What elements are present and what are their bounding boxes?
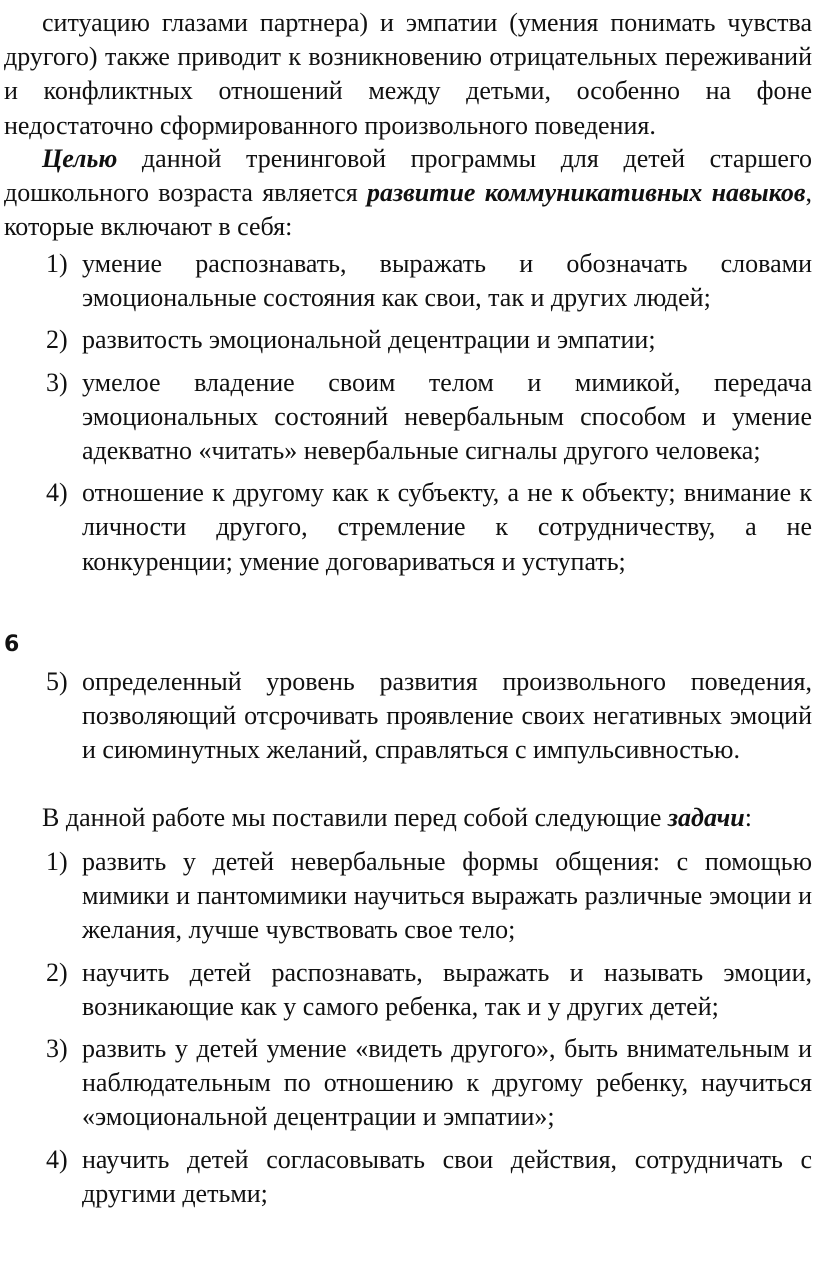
tasks-emphasis: задачи [667,803,745,832]
item-number: 3) [46,1034,68,1064]
item-text: развить у детей умение «видеть другого», быть внимательным и наблюдательным по отношению к другому ребенку, научиться «эмоциональной децентрации и эмпатии»; [82,1034,812,1132]
goal-text-2: , которые включают в себя: [4,178,812,242]
goal-emphasis: развитие коммуникативных навыков [367,178,806,208]
item-number: 4) [46,478,68,508]
tasks-paragraph [4,801,812,835]
item-number: 3) [46,367,68,397]
item-number: 2) [46,325,68,355]
item-number: 4) [46,1144,68,1174]
list-item [0,1143,812,1211]
item-number: 1) [46,847,68,876]
list-item [0,956,812,1024]
item-text: развитость эмоциональной децентрации и эмпатии; [82,325,656,355]
list-item [0,665,812,768]
tasks-text: В данной работе мы поставили перед собой следующие [42,803,668,832]
item-text: умелое владение своим телом и мимикой, передача эмоциональных состояний невербальным способом и умение адекватно «читать» невербальные сигналы другого человека; [82,367,812,466]
item-text: научить детей согласовывать свои действия, сотрудничать с другими детьми; [82,1144,812,1208]
tasks-list [0,845,812,1219]
item-text: определенный уровень развития произвольного поведения, позволяющий отсрочивать проявление своих негативных эмоций и сиюминутных желаний, справляться с импульсивностью. [82,667,812,765]
intro-paragraph [4,6,812,143]
list-item [0,845,812,948]
skills-list-continued [0,665,812,776]
item-text: умение распознавать, выражать и обозначать словами эмоциональные состояния как свои, так и других людей; [82,249,812,313]
item-text: отношение к другому как к субъекту, а не к объекту; внимание к личности другого, стремление к сотрудничеству, а не конкуренции; умение договариваться и уступать; [82,478,812,576]
page-number: 6 [4,632,20,657]
goal-paragraph [4,142,812,245]
list-item [0,476,812,579]
list-item [0,1032,812,1135]
item-text: научить детей распознавать, выражать и называть эмоции, возникающие как у самого ребенка, так и у других детей; [82,957,812,1021]
list-item [0,247,812,315]
item-number: 1) [46,249,68,278]
list-item [0,366,812,469]
goal-text-1: данной тренинговой программы для детей старшего дошкольного возраста является [4,144,812,208]
item-text: развить у детей невербальные формы общения: с помощью мимики и пантомимики научиться выражать различные эмоции и желания, лучше чувствовать свое тело; [82,847,812,945]
item-number: 5) [46,667,68,696]
goal-lead-word: Целью [42,144,118,173]
intro-text: ситуацию глазами партнера) и эмпатии (умения понимать чувства другого) также приводит к возникновению отрицательных переживаний и конфликтных отношений между детьми, особенно на фоне недостаточно сформированного произвольного поведения. [4,8,812,140]
tasks-suffix: : [744,803,752,832]
list-item [0,323,812,357]
skills-list [0,247,812,587]
item-number: 2) [46,957,68,987]
